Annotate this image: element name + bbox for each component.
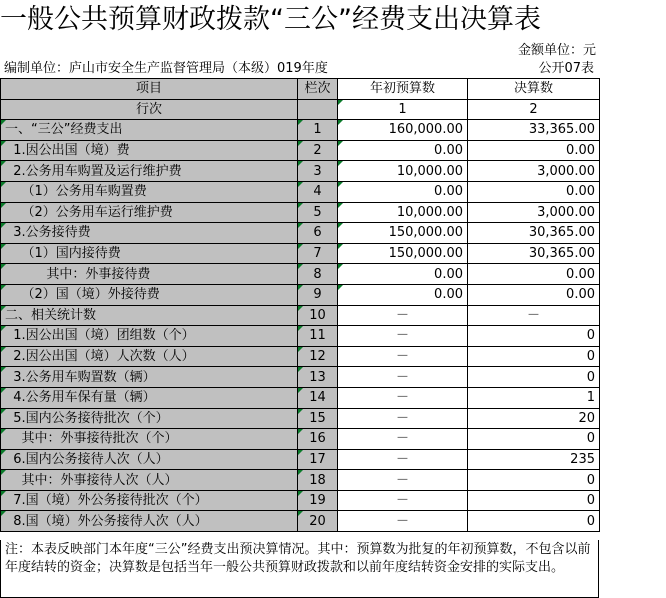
- item-name[interactable]: 7.国（境）外公务接待批次（个）: [1, 490, 298, 511]
- org-label: 编制单位：庐山市安全生产监督管理局（本级）019年度: [4, 61, 328, 76]
- table-row: [1, 120, 600, 141]
- item-line-no[interactable]: 11: [298, 326, 338, 347]
- unit-label: 金额单位：元: [517, 43, 596, 58]
- item-line-no[interactable]: 16: [298, 429, 338, 450]
- table-row: [1, 470, 600, 491]
- item-name[interactable]: 2.因公出国（境）人次数（人）: [1, 346, 298, 367]
- item-name[interactable]: 其中：外事接待费: [1, 264, 298, 285]
- final-value[interactable]: 1: [468, 387, 600, 408]
- header-budget[interactable]: 年初预算数: [338, 79, 468, 100]
- budget-value[interactable]: 10,000.00: [338, 202, 468, 223]
- item-line-no[interactable]: 4: [298, 181, 338, 202]
- footnote: 注：本表反映部门本年度“三公”经费支出预决算情况。其中：预算数为批复的年初预算数，不包含以前年度结转的资金；决算数是包括当年一般公共预算财政拨款和以前年度结转资金安排的实际支出。: [0, 540, 599, 598]
- item-name[interactable]: 6.国内公务接待人次（人）: [1, 449, 298, 470]
- item-line-no[interactable]: 6: [298, 223, 338, 244]
- header-row: [1, 79, 600, 100]
- item-name[interactable]: （2）公务用车运行维护费: [1, 202, 298, 223]
- table-row: [1, 243, 600, 264]
- final-value[interactable]: 30,365.00: [468, 223, 600, 244]
- row-no-blank[interactable]: [298, 99, 338, 120]
- budget-value[interactable]: 150,000.00: [338, 243, 468, 264]
- table-row: [1, 429, 600, 450]
- item-line-no[interactable]: 8: [298, 264, 338, 285]
- budget-value[interactable]: 160,000.00: [338, 120, 468, 141]
- final-value[interactable]: 0: [468, 346, 600, 367]
- budget-value[interactable]: －: [338, 326, 468, 347]
- final-value[interactable]: 0.00: [468, 284, 600, 305]
- meta-row: [4, 60, 664, 78]
- page-title: 一般公共预算财政拨款“三公”经费支出决算表: [0, 4, 541, 35]
- final-value[interactable]: 3,000.00: [468, 161, 600, 182]
- item-name[interactable]: 二、相关统计数: [1, 305, 298, 326]
- doc-number: 公开07表: [538, 61, 594, 76]
- empty-area: [600, 78, 666, 598]
- final-value[interactable]: 0.00: [468, 140, 600, 161]
- item-line-no[interactable]: 13: [298, 367, 338, 388]
- final-value[interactable]: 0: [468, 326, 600, 347]
- budget-value[interactable]: －: [338, 346, 468, 367]
- item-name[interactable]: 其中：外事接待批次（个）: [1, 429, 298, 450]
- item-line-no[interactable]: 17: [298, 449, 338, 470]
- budget-value[interactable]: －: [338, 387, 468, 408]
- item-name[interactable]: 3.公务用车购置数（辆）: [1, 367, 298, 388]
- final-value[interactable]: 0: [468, 367, 600, 388]
- table-row: [1, 326, 600, 347]
- final-value[interactable]: －: [468, 305, 600, 326]
- final-value[interactable]: 0: [468, 470, 600, 491]
- budget-value[interactable]: －: [338, 367, 468, 388]
- budget-value[interactable]: －: [338, 408, 468, 429]
- item-name[interactable]: 1.因公出国（境）团组数（个）: [1, 326, 298, 347]
- final-value[interactable]: 0: [468, 429, 600, 450]
- table-row: [1, 346, 600, 367]
- table-row: [1, 223, 600, 244]
- item-line-no[interactable]: 19: [298, 490, 338, 511]
- item-line-no[interactable]: 5: [298, 202, 338, 223]
- table-row: [1, 490, 600, 511]
- item-line-no[interactable]: 14: [298, 387, 338, 408]
- budget-value[interactable]: －: [338, 511, 468, 532]
- header-item[interactable]: 项目: [1, 79, 298, 100]
- budget-value[interactable]: －: [338, 429, 468, 450]
- budget-value[interactable]: －: [338, 470, 468, 491]
- item-line-no[interactable]: 2: [298, 140, 338, 161]
- item-line-no[interactable]: 12: [298, 346, 338, 367]
- item-name[interactable]: （1）国内接待费: [1, 243, 298, 264]
- item-line-no[interactable]: 7: [298, 243, 338, 264]
- item-line-no[interactable]: 20: [298, 511, 338, 532]
- table-row: [1, 140, 600, 161]
- final-value[interactable]: 0: [468, 511, 600, 532]
- budget-value[interactable]: 0.00: [338, 284, 468, 305]
- budget-value[interactable]: 0.00: [338, 264, 468, 285]
- item-name[interactable]: 2.公务用车购置及运行维护费: [1, 161, 298, 182]
- item-name[interactable]: 1.因公出国（境）费: [1, 140, 298, 161]
- table-row: [1, 264, 600, 285]
- table-row: [1, 408, 600, 429]
- final-value[interactable]: 3,000.00: [468, 202, 600, 223]
- item-name[interactable]: 其中：外事接待人次（人）: [1, 470, 298, 491]
- final-value[interactable]: 235: [468, 449, 600, 470]
- budget-value[interactable]: －: [338, 449, 468, 470]
- final-value[interactable]: 30,365.00: [468, 243, 600, 264]
- item-line-no[interactable]: 15: [298, 408, 338, 429]
- table-row: [1, 181, 600, 202]
- table-row: [1, 449, 600, 470]
- item-name[interactable]: 3.公务接待费: [1, 223, 298, 244]
- row-number-row: [1, 99, 600, 120]
- table-row: [1, 367, 600, 388]
- final-value[interactable]: 0.00: [468, 181, 600, 202]
- item-line-no[interactable]: 1: [298, 120, 338, 141]
- item-name[interactable]: 4.公务用车保有量（辆）: [1, 387, 298, 408]
- item-name[interactable]: 5.国内公务接待批次（个）: [1, 408, 298, 429]
- final-value[interactable]: 0.00: [468, 264, 600, 285]
- item-line-no[interactable]: 9: [298, 284, 338, 305]
- header-final[interactable]: 决算数: [468, 79, 600, 100]
- row-no-final[interactable]: 2: [468, 99, 600, 120]
- item-line-no[interactable]: 18: [298, 470, 338, 491]
- item-line-no[interactable]: 10: [298, 305, 338, 326]
- budget-value[interactable]: 10,000.00: [338, 161, 468, 182]
- final-value[interactable]: 33,365.00: [468, 120, 600, 141]
- header-col[interactable]: 栏次: [298, 79, 338, 100]
- item-name[interactable]: （1）公务用车购置费: [1, 181, 298, 202]
- budget-value[interactable]: －: [338, 305, 468, 326]
- item-name[interactable]: 一、“三公”经费支出: [1, 120, 298, 141]
- item-name[interactable]: （2）国（境）外接待费: [1, 284, 298, 305]
- budget-value[interactable]: －: [338, 490, 468, 511]
- row-no-label[interactable]: 行次: [1, 99, 298, 120]
- item-name[interactable]: 8.国（境）外公务接待人次（人）: [1, 511, 298, 532]
- item-line-no[interactable]: 3: [298, 161, 338, 182]
- final-value[interactable]: 20: [468, 408, 600, 429]
- expense-table: [0, 78, 600, 532]
- table-row: [1, 387, 600, 408]
- row-no-budget[interactable]: 1: [338, 99, 468, 120]
- table-row: [1, 305, 600, 326]
- budget-value[interactable]: 0.00: [338, 181, 468, 202]
- table-row: [1, 284, 600, 305]
- budget-value[interactable]: 150,000.00: [338, 223, 468, 244]
- budget-value[interactable]: 0.00: [338, 140, 468, 161]
- table-row: [1, 202, 600, 223]
- table-row: [1, 161, 600, 182]
- table-row: [1, 511, 600, 532]
- final-value[interactable]: 0: [468, 490, 600, 511]
